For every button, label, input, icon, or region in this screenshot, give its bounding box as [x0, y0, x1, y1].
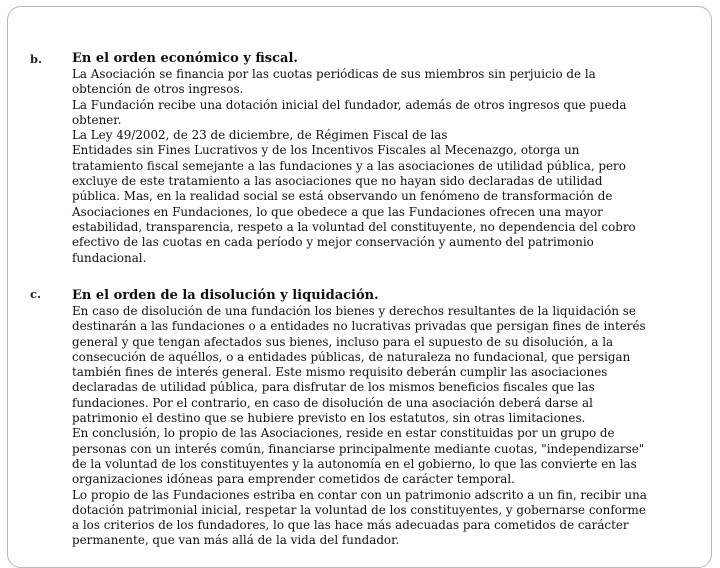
section-b-paragraph-3 [72, 128, 684, 266]
text-line: declaradas de utilidad pública, para disfrutar de los mismos beneficios fiscales que las [72, 380, 595, 395]
text-line: fundaciones. Por el contrario, en caso de disolución de una asociación deberá darse al [72, 395, 593, 410]
section-c-heading: En el orden de la disolución y liquidación. [72, 288, 379, 303]
text-line: personas con un interés común, financiarse principalmente mediante cuotas, "independizarse" [72, 441, 645, 456]
text-line: pública. Mas, en la realidad social se está observando un fenómeno de transformación de [72, 189, 613, 204]
text-line: dotación patrimonial inicial, respetar la voluntad de los constituyentes, y gobernarse conforme [72, 502, 646, 517]
text-line: Entidades sin Fines Lucrativos y de los Incentivos Fiscales al Mecenazgo, otorga un [72, 143, 580, 158]
text-line: En conclusión, lo propio de las Asociaciones, reside en estar constituidas por un grupo de [72, 426, 615, 441]
text-line: Asociaciones en Fundaciones, lo que obedece a que las Fundaciones ofrecen una mayor [72, 204, 603, 219]
text-line: destinarán a las fundaciones o a entidades no lucrativas privadas que persigan fines de interés [72, 319, 646, 334]
section-c-content [72, 287, 684, 549]
text-line: En caso de disolución de una fundación los bienes y derechos resultantes de la liquidación se [72, 304, 636, 318]
text-line: de la voluntad de los constituyentes y la autonomía en el gobierno, lo que las convierte en las [72, 456, 637, 471]
text-line: La Ley 49/2002, de 23 de diciembre, de Régimen Fiscal de las [72, 128, 448, 143]
section-b-marker: b. [30, 52, 43, 66]
text-line: estabilidad, transparencia, respeto a la voluntad del constituyente, no dependencia del cobro [72, 219, 636, 234]
section-b-heading: En el orden económico y fiscal. [72, 51, 298, 66]
text-line: La Asociación se financia por las cuotas periódicas de sus miembros sin perjuicio de la [72, 67, 596, 81]
text-line: también fines de interés general. Este mismo requisito deberán cumplir las asociaciones [72, 365, 608, 380]
text-line: permanente, que van más allá de la vida del fundador. [72, 533, 400, 548]
section-c-paragraph-1 [72, 304, 684, 426]
section-b-content [72, 52, 684, 266]
text-line: consecución de aquéllos, o a entidades públicas, de naturaleza no fundacional, que persigan [72, 349, 631, 364]
text-line: fundacional. [72, 250, 147, 265]
text-line: patrimonio el destino que se hubiere previsto en los estatutos, sin otras limitaciones. [72, 411, 586, 426]
text-line: tratamiento fiscal semejante a las fundaciones y a las asociaciones de utilidad pública, pero [72, 158, 626, 173]
section-b-paragraph-2 [72, 98, 684, 129]
text-line: a los criterios de los fundadores, lo que las hace más adecuadas para cometidos de carácter [72, 518, 629, 533]
text-line: obtener. [72, 112, 122, 127]
text-line: efectivo de las cuotas en cada período y mejor conservación y aumento del patrimonio [72, 235, 594, 250]
section-b-paragraph-1 [72, 67, 684, 98]
text-line: La Fundación recibe una dotación inicial del fundador, además de otros ingresos que pueda [72, 97, 627, 112]
text-line: general y que tengan afectados sus bienes, incluso para el supuesto de su disolución, a la [72, 334, 614, 349]
text-line: excluye de este tratamiento a las asociaciones que no hayan sido declaradas de utilidad [72, 174, 603, 189]
text-line: obtención de otros ingresos. [72, 82, 244, 97]
section-c-marker: c. [30, 287, 42, 301]
text-line: Lo propio de las Fundaciones estriba en contar con un patrimonio adscrito a un fin, recibir una [72, 487, 647, 502]
section-c-paragraph-2 [72, 426, 684, 487]
text-line: organizaciones idóneas para emprender cometidos de carácter temporal. [72, 472, 515, 487]
